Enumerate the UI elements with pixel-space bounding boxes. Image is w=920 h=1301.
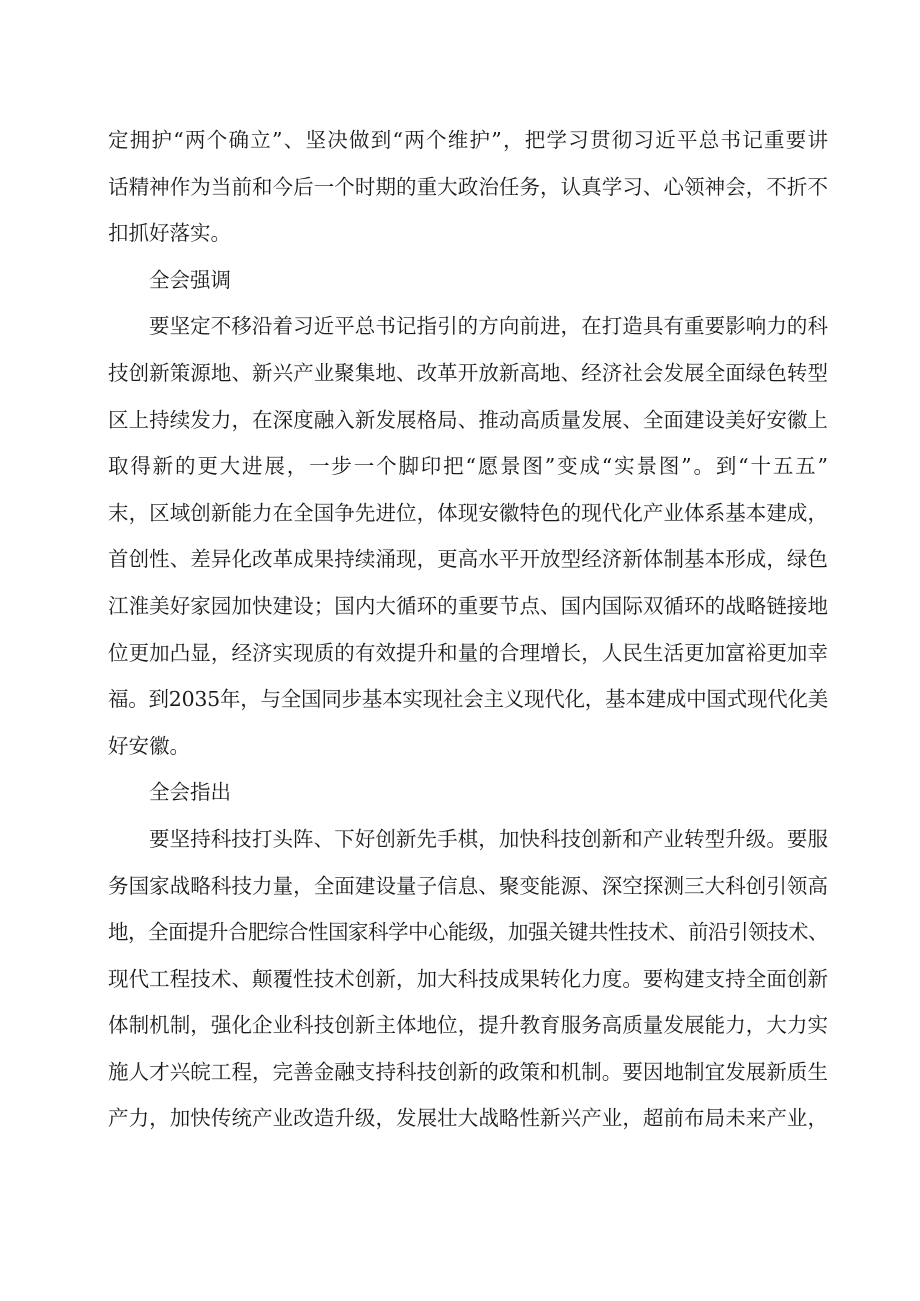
text-line: 好安徽。 <box>108 733 190 758</box>
text-line: 地，全面提升合肥综合性国家科学中心能级，加强关键共性技术、前沿引领技术、 <box>108 920 828 945</box>
text-line: 区上持续发力，在深度融入新发展格局、推动高质量发展、全面建设美好安徽上 <box>108 407 828 432</box>
text-line: 江淮美好家园加快建设；国内大循环的重要节点、国内国际双循环的战略链接地 <box>108 593 828 618</box>
section-heading-emphasis <box>108 257 828 304</box>
text-line: 扣抓好落实。 <box>108 221 231 246</box>
text-line: 体制机制，强化企业科技创新主体地位，提升教育服务高质量发展能力，大力实 <box>108 1013 828 1038</box>
document-body <box>108 117 828 1142</box>
text-line: 施人才兴皖工程，完善金融支持科技创新的政策和机制。要因地制宜发展新质生 <box>108 1059 828 1084</box>
text-line: 现代工程技术、颠覆性技术创新，加大科技成果转化力度。要构建支持全面创新 <box>108 966 828 991</box>
text-line: 要坚持科技打头阵、下好创新先手棋，加快科技创新和产业转型升级。要服 <box>149 826 828 851</box>
paragraph-continuation <box>108 117 828 257</box>
text-line: 首创性、差异化改革成果持续涌现，更高水平开放型经济新体制基本形成，绿色 <box>108 547 828 572</box>
paragraph-innovation <box>108 816 828 1142</box>
text-line: 位更加凸显，经济实现质的有效提升和量的合理增长，人民生活更加富裕更加幸 <box>108 640 828 665</box>
text-line: 产力，加快传统产业改造升级，发展壮大战略性新兴产业，超前布局未来产业， <box>108 1106 828 1131</box>
text-line: 技创新策源地、新兴产业聚集地、改革开放新高地、经济社会发展全面绿色转型 <box>108 360 828 385</box>
text-line: 定拥护“两个确立”、坚决做到“两个维护”，把学习贯彻习近平总书记重要讲 <box>108 128 828 152</box>
heading-text: 全会指出 <box>149 780 231 805</box>
text-line: 务国家战略科技力量，全面建设量子信息、聚变能源、深空探测三大科创引领高 <box>108 873 828 898</box>
text-line: 话精神作为当前和今后一个时期的重大政治任务，认真学习、心领神会，不折不 <box>108 174 828 199</box>
text-line: 取得新的更大进展，一步一个脚印把“愿景图”变成“实景图”。到“十五五” <box>108 454 828 479</box>
text-line: 福。到2035年，与全国同步基本实现社会主义现代化，基本建成中国式现代化美 <box>108 687 828 712</box>
heading-text: 全会强调 <box>149 267 231 292</box>
text-line: 要坚定不移沿着习近平总书记指引的方向前进，在打造具有重要影响力的科 <box>149 314 828 339</box>
paragraph-goals <box>108 303 828 769</box>
section-heading-points <box>108 769 828 816</box>
text-line: 末，区域创新能力在全国争先进位，体现安徽特色的现代化产业体系基本建成， <box>108 500 828 525</box>
